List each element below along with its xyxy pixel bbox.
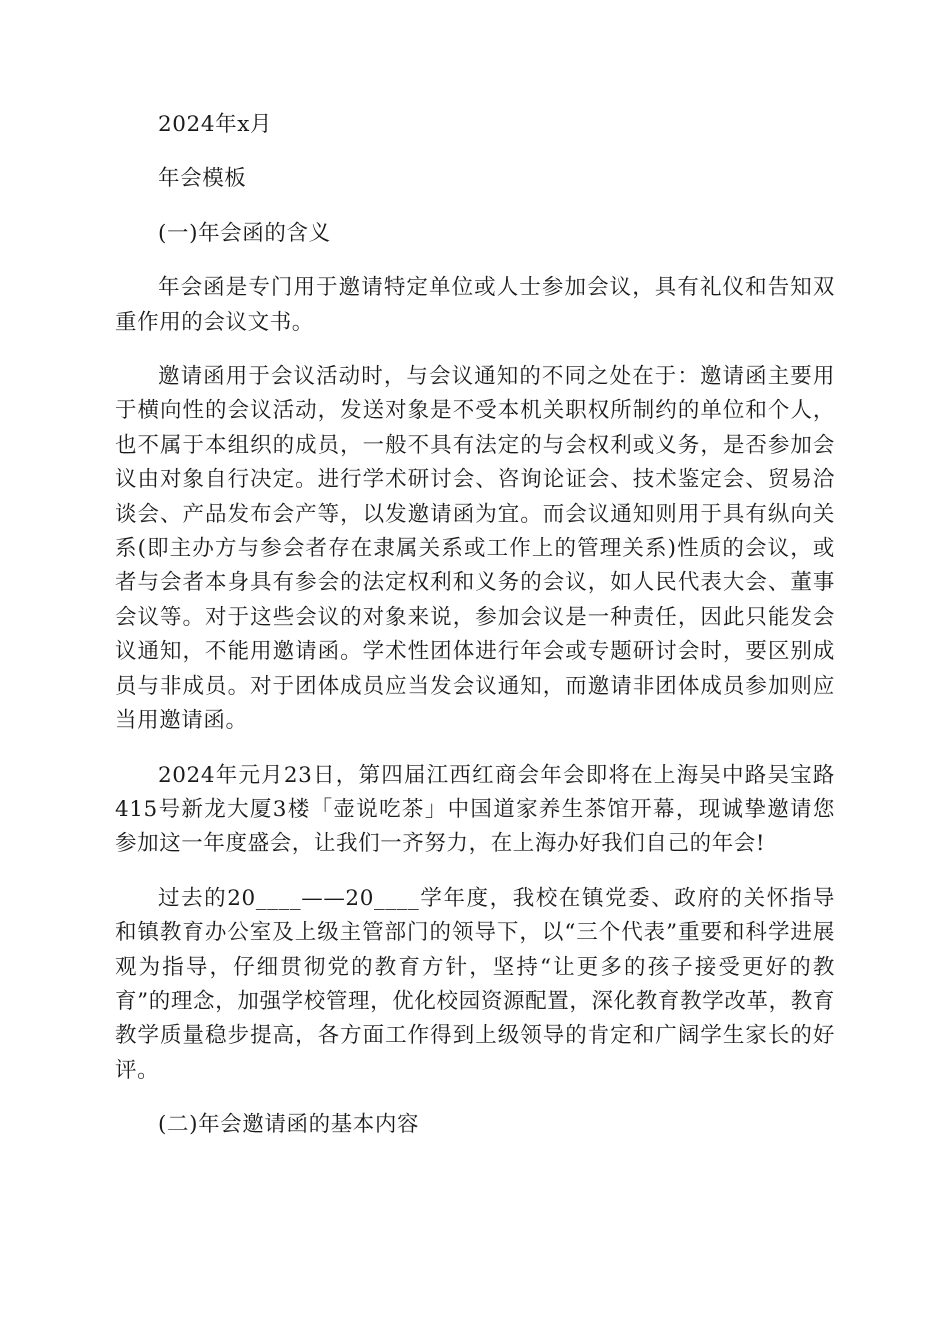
paragraph-3: 2024年元月23日，第四届江西红商会年会即将在上海吴中路吴宝路415号新龙大厦3楼「壶说吃茶」中国道家养生茶馆开幕，现诚挚邀请您参加这一年度盛会，让我们一齐努力，在上海办好我们自己的年会! [115,762,835,857]
date-line: 2024年x月 [158,112,273,137]
section-heading-1: (一)年会函的含义 [158,220,331,246]
paragraph-2: 邀请函用于会议活动时，与会议通知的不同之处在于：邀请函主要用于横向性的会议活动，发送对象是不受本机关职权所制约的单位和个人，也不属于本组织的成员，一般不具有法定的与会权利或义务，是否参加会议由对象自行决定。进行学术研讨会、咨询论证会、技术鉴定会、贸易洽谈会、产品发布会产等，以发邀请函为宜。而会议通知则用于具有纵向关系(即主办方与参会者存在隶属关系或工作上的管理关系)性质的会议，或者与会者本身具有参会的法定权利和义务的会议，如人民代表大会、董事会议等。对于这些会议的对象来说，参加会议是一种责任，因此只能发会议通知，不能用邀请函。学术性团体进行年会或专题研讨会时，要区别成员与非成员。对于团体成员应当发会议通知，而邀请非团体成员参加则应当用邀请函。 [115,364,835,734]
document-title: 年会模板 [158,166,247,192]
section-heading-2: (二)年会邀请函的基本内容 [158,1112,420,1138]
document-body [115,108,835,1163]
paragraph-1: 年会函是专门用于邀请特定单位或人士参加会议，具有礼仪和告知双重作用的会议文书。 [115,275,835,335]
paragraph-4: 过去的20____——20____学年度，我校在镇党委、政府的关怀指导和镇教育办公室及上级主管部门的领导下，以“三个代表”重要和科学进展观为指导，仔细贯彻党的教育方针，坚持“让更多的孩子接受更好的教育”的理念，加强学校管理，优化校园资源配置，深化教育教学改革，教育教学质量稳步提高，各方面工作得到上级领导的肯定和广阔学生家长的好评。 [115,885,835,1083]
